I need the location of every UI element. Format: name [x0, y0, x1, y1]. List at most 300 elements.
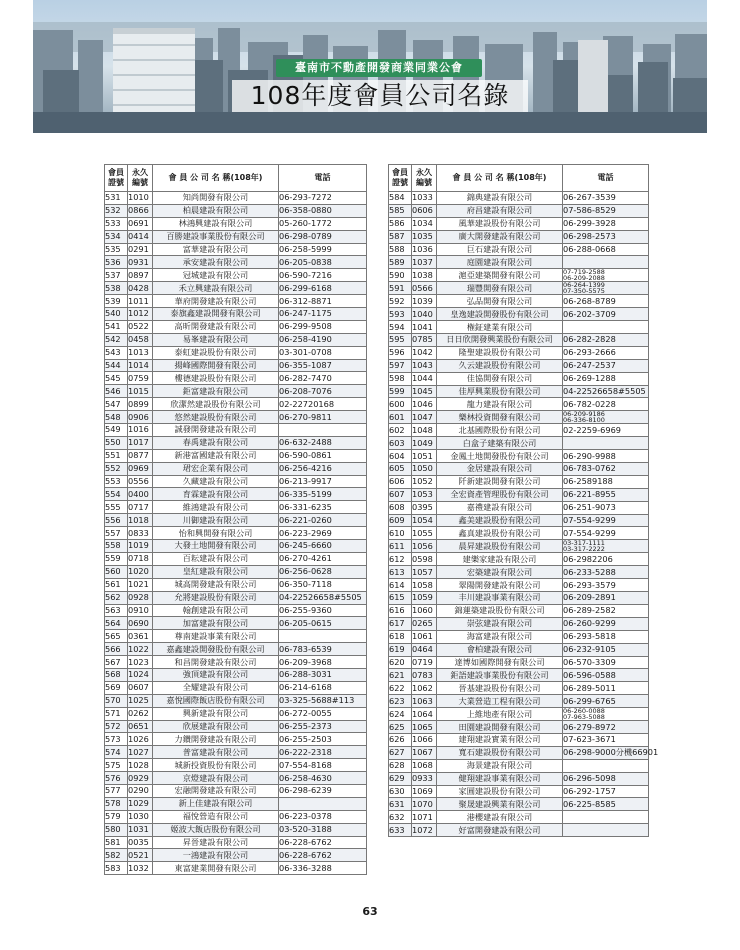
permanent-no-cell: 1048 [412, 424, 437, 437]
member-no-cell: 531 [105, 192, 128, 205]
permanent-no-cell: 0566 [412, 282, 437, 295]
table-row [105, 204, 367, 217]
member-no-cell: 543 [105, 346, 128, 359]
company-name-cell: 允將建設股份有限公司 [153, 591, 279, 604]
company-name-cell: 聚晟建設興業有限公司 [437, 798, 563, 811]
table-row [389, 411, 649, 424]
table-row [105, 746, 367, 759]
company-name-cell: 泰旗鑫建設開發有限公司 [153, 308, 279, 321]
permanent-no-cell: 0291 [128, 243, 153, 256]
permanent-no-cell: 0899 [128, 398, 153, 411]
permanent-no-cell: 1066 [412, 733, 437, 746]
company-name-cell: 尊南建設事業有限公司 [153, 630, 279, 643]
phone-cell: 06-358-0880 [279, 204, 367, 217]
table-row [389, 772, 649, 785]
member-no-cell: 625 [389, 721, 412, 734]
phone-cell: 02-2259-6969 [563, 424, 649, 437]
permanent-no-cell: 1046 [412, 398, 437, 411]
member-no-cell: 533 [105, 217, 128, 230]
table-row [105, 720, 367, 733]
table-row [105, 681, 367, 694]
table-row [105, 488, 367, 501]
company-name-cell: 隆聖建設股份有限公司 [437, 346, 563, 359]
permanent-no-cell: 1035 [412, 230, 437, 243]
member-no-cell: 611 [389, 540, 412, 553]
phone-cell: 04-22526658#5505 [563, 385, 649, 398]
phone-cell: 03-317-1111 03-317-2222 [563, 540, 649, 553]
company-name-cell: 會柏建設有限公司 [437, 643, 563, 656]
phone-cell: 06-288-0668 [563, 243, 649, 256]
phone-cell: 06-255-9360 [279, 604, 367, 617]
table-row [105, 230, 367, 243]
permanent-no-cell: 1047 [412, 411, 437, 424]
permanent-no-cell: 0414 [128, 230, 153, 243]
phone-cell: 06-267-3539 [563, 192, 649, 205]
member-no-cell: 562 [105, 591, 128, 604]
permanent-no-cell: 0717 [128, 501, 153, 514]
company-name-cell: 東富建業開發有限公司 [153, 862, 279, 875]
permanent-no-cell: 1018 [128, 514, 153, 527]
member-no-cell: 564 [105, 617, 128, 630]
member-no-cell: 608 [389, 501, 412, 514]
phone-cell: 06-222-2318 [279, 746, 367, 759]
company-name-cell: 佳厚興業股份有限公司 [437, 385, 563, 398]
member-no-cell: 597 [389, 359, 412, 372]
member-no-cell: 622 [389, 682, 412, 695]
phone-cell [563, 824, 649, 837]
member-no-cell: 566 [105, 643, 128, 656]
phone-cell [279, 630, 367, 643]
member-no-cell: 553 [105, 475, 128, 488]
company-name-cell: 海富建設有限公司 [437, 630, 563, 643]
permanent-no-cell: 0719 [412, 656, 437, 669]
phone-cell: 06-209-3968 [279, 656, 367, 669]
permanent-no-cell: 0866 [128, 204, 153, 217]
table-row [105, 656, 367, 669]
member-no-cell: 537 [105, 269, 128, 282]
table-row [389, 708, 649, 721]
company-name-cell: 強頂建設有限公司 [153, 668, 279, 681]
company-name-cell: 翠陽開發建設有限公司 [437, 579, 563, 592]
company-name-cell: 川御建設有限公司 [153, 514, 279, 527]
phone-cell: 06-782-0228 [563, 398, 649, 411]
table-row [105, 578, 367, 591]
phone-cell: 06-247-1175 [279, 308, 367, 321]
company-name-cell: 樓德建設股份有限公司 [153, 372, 279, 385]
company-name-cell: 承安建設有限公司 [153, 256, 279, 269]
table-row [105, 707, 367, 720]
header-member-no: 會員 證號 [389, 165, 412, 192]
member-no-cell: 577 [105, 784, 128, 797]
phone-cell: 06-292-1757 [563, 785, 649, 798]
permanent-no-cell: 1013 [128, 346, 153, 359]
company-name-cell: 皇逸建設開發股份有限公司 [437, 308, 563, 321]
permanent-no-cell: 0783 [412, 669, 437, 682]
member-no-cell: 567 [105, 656, 128, 669]
company-name-cell: 寬石建設股份有限公司 [437, 746, 563, 759]
phone-cell: 06-264-1399 07-350-5575 [563, 282, 649, 295]
permanent-no-cell: 1058 [412, 579, 437, 592]
member-no-cell: 546 [105, 385, 128, 398]
header-company-name: 會 員 公 司 名 稱(108年) [437, 165, 563, 192]
company-name-cell: 鉅富建設有限公司 [153, 385, 279, 398]
member-no-cell: 621 [389, 669, 412, 682]
company-name-cell: 久云建設股份有限公司 [437, 359, 563, 372]
member-no-cell: 549 [105, 424, 128, 437]
member-no-cell: 599 [389, 385, 412, 398]
member-no-cell: 583 [105, 862, 128, 875]
company-name-cell: 阡新建設開發有限公司 [437, 475, 563, 488]
table-row [389, 566, 649, 579]
member-no-cell: 534 [105, 230, 128, 243]
table-row [389, 746, 649, 759]
table-row [389, 630, 649, 643]
phone-cell: 02-22720168 [279, 398, 367, 411]
table-row [389, 553, 649, 566]
phone-cell: 06-213-9917 [279, 475, 367, 488]
table-row [105, 295, 367, 308]
phone-cell: 06-209-2891 [563, 592, 649, 605]
member-no-cell: 551 [105, 449, 128, 462]
permanent-no-cell: 0833 [128, 527, 153, 540]
company-name-cell: 府昌建設有限公司 [437, 204, 563, 217]
permanent-no-cell: 1071 [412, 811, 437, 824]
table-row [105, 810, 367, 823]
company-name-cell: 泰虹建設股份有限公司 [153, 346, 279, 359]
phone-cell: 07-623-3671 [563, 733, 649, 746]
table-row [389, 424, 649, 437]
member-no-cell: 615 [389, 592, 412, 605]
permanent-no-cell: 1056 [412, 540, 437, 553]
phone-cell [563, 321, 649, 334]
permanent-no-cell: 0759 [128, 372, 153, 385]
member-no-cell: 589 [389, 256, 412, 269]
permanent-no-cell: 0521 [128, 849, 153, 862]
company-name-cell: 城高開發建設有限公司 [153, 578, 279, 591]
permanent-no-cell: 1015 [128, 385, 153, 398]
table-row [389, 733, 649, 746]
phone-cell: 06-350-7118 [279, 578, 367, 591]
phone-cell: 06-255-2373 [279, 720, 367, 733]
table-row [105, 862, 367, 875]
phone-cell: 06-783-6539 [279, 643, 367, 656]
permanent-no-cell: 0910 [128, 604, 153, 617]
member-no-cell: 572 [105, 720, 128, 733]
member-no-cell: 568 [105, 668, 128, 681]
member-no-cell: 604 [389, 450, 412, 463]
permanent-no-cell: 1039 [412, 295, 437, 308]
company-name-cell: 嘉禮建設有限公司 [437, 501, 563, 514]
phone-cell: 06-335-5199 [279, 488, 367, 501]
company-name-cell: 鑫美建設股份有限公司 [437, 514, 563, 527]
permanent-no-cell: 0928 [128, 591, 153, 604]
member-no-cell: 598 [389, 372, 412, 385]
permanent-no-cell: 0464 [412, 643, 437, 656]
table-row [389, 385, 649, 398]
member-no-cell: 631 [389, 798, 412, 811]
phone-cell: 06-255-2503 [279, 733, 367, 746]
phone-cell: 06-289-5011 [563, 682, 649, 695]
member-no-cell: 563 [105, 604, 128, 617]
member-no-cell: 605 [389, 463, 412, 476]
table-row [389, 359, 649, 372]
table-row [105, 359, 367, 372]
table-row [105, 797, 367, 810]
phone-cell [563, 256, 649, 269]
company-name-cell: 樂林投資開發有限公司 [437, 411, 563, 424]
company-name-cell: 育霖建設有限公司 [153, 488, 279, 501]
phone-cell: 06-256-0628 [279, 565, 367, 578]
phone-cell: 06-245-6660 [279, 540, 367, 553]
member-no-cell: 579 [105, 810, 128, 823]
table-row [389, 282, 649, 295]
table-row [105, 398, 367, 411]
member-no-cell: 619 [389, 643, 412, 656]
table-row [389, 527, 649, 540]
member-no-cell: 590 [389, 269, 412, 282]
company-name-cell: 金居建設有限公司 [437, 463, 563, 476]
table-row [105, 462, 367, 475]
company-name-cell: 柏晨建設有限公司 [153, 204, 279, 217]
member-no-cell: 588 [389, 243, 412, 256]
permanent-no-cell: 1041 [412, 321, 437, 334]
table-row [105, 385, 367, 398]
member-no-cell: 545 [105, 372, 128, 385]
company-name-cell: 建樂家建設有限公司 [437, 553, 563, 566]
table-row [389, 540, 649, 553]
phone-cell: 06-233-5288 [563, 566, 649, 579]
table-row [105, 759, 367, 772]
permanent-no-cell: 1043 [412, 359, 437, 372]
phone-cell: 06-272-0055 [279, 707, 367, 720]
phone-cell: 06-269-1288 [563, 372, 649, 385]
member-no-cell: 601 [389, 411, 412, 424]
phone-cell: 05-260-1772 [279, 217, 367, 230]
member-no-cell: 547 [105, 398, 128, 411]
company-name-cell: 翰創建設有限公司 [153, 604, 279, 617]
company-name-cell: 宏融開發建設有限公司 [153, 784, 279, 797]
company-name-cell: 知尚開發有限公司 [153, 192, 279, 205]
phone-cell: 06-298-6239 [279, 784, 367, 797]
member-no-cell: 556 [105, 514, 128, 527]
member-no-cell: 603 [389, 437, 412, 450]
permanent-no-cell: 0929 [128, 772, 153, 785]
table-row [105, 784, 367, 797]
company-name-cell: 金鳳土地開發股份有限公司 [437, 450, 563, 463]
permanent-no-cell: 1063 [412, 695, 437, 708]
member-no-cell: 584 [389, 192, 412, 205]
permanent-no-cell: 0897 [128, 269, 153, 282]
table-row [389, 295, 649, 308]
permanent-no-cell: 1012 [128, 308, 153, 321]
table-row [105, 282, 367, 295]
table-row [105, 565, 367, 578]
permanent-no-cell: 1030 [128, 810, 153, 823]
table-row [105, 604, 367, 617]
table-row [105, 436, 367, 449]
table-row [105, 372, 367, 385]
company-name-cell: 大業營造工程有限公司 [437, 695, 563, 708]
phone-cell: 06-279-8972 [563, 721, 649, 734]
permanent-no-cell: 1034 [412, 217, 437, 230]
permanent-no-cell: 1044 [412, 372, 437, 385]
city-skyline-banner [33, 0, 707, 133]
phone-cell: 06-299-6168 [279, 282, 367, 295]
permanent-no-cell: 1051 [412, 450, 437, 463]
company-name-cell: 港櫻建設有限公司 [437, 811, 563, 824]
member-no-cell: 632 [389, 811, 412, 824]
phone-cell: 06-293-3579 [563, 579, 649, 592]
phone-cell: 07-719-2588 06-209-2088 [563, 269, 649, 282]
company-name-cell: 鉅語建設事業股份有限公司 [437, 669, 563, 682]
member-no-cell: 540 [105, 308, 128, 321]
page-number: 63 [362, 905, 378, 918]
permanent-no-cell: 1064 [412, 708, 437, 721]
phone-cell: 04-22526658#5505 [279, 591, 367, 604]
phone-cell: 06-590-0861 [279, 449, 367, 462]
phone-cell [563, 437, 649, 450]
company-name-cell: 白盒子建築有限公司 [437, 437, 563, 450]
company-name-cell: 庭園建設有限公司 [437, 256, 563, 269]
company-name-cell: 崇弦建設有限公司 [437, 617, 563, 630]
permanent-no-cell: 1067 [412, 746, 437, 759]
company-name-cell: 嘉悅國際飯店股份有限公司 [153, 694, 279, 707]
table-row [105, 591, 367, 604]
company-name-cell: 欣潔然建設股份有限公司 [153, 398, 279, 411]
company-name-cell: 龍力建設有限公司 [437, 398, 563, 411]
company-name-cell: 昇晉建設有限公司 [153, 836, 279, 849]
member-no-cell: 606 [389, 475, 412, 488]
phone-cell: 06-312-8871 [279, 295, 367, 308]
permanent-no-cell: 0931 [128, 256, 153, 269]
table-row [105, 836, 367, 849]
table-row [389, 475, 649, 488]
permanent-no-cell: 1019 [128, 540, 153, 553]
page-title: 108年度會員公司名錄 [232, 80, 528, 112]
table-row [105, 243, 367, 256]
permanent-no-cell: 1021 [128, 578, 153, 591]
member-no-cell: 600 [389, 398, 412, 411]
company-name-cell: 禾立興建設有限公司 [153, 282, 279, 295]
member-no-cell: 557 [105, 527, 128, 540]
phone-cell: 06-247-2537 [563, 359, 649, 372]
company-name-cell: 鑫真建設股份有限公司 [437, 527, 563, 540]
company-name-cell: 権鉦建業有限公司 [437, 321, 563, 334]
member-no-cell: 610 [389, 527, 412, 540]
phone-cell: 06-228-6762 [279, 836, 367, 849]
member-no-cell: 592 [389, 295, 412, 308]
member-no-cell: 586 [389, 217, 412, 230]
phone-cell: 07-554-9299 [563, 527, 649, 540]
table-row [105, 449, 367, 462]
phone-cell: 07-554-8168 [279, 759, 367, 772]
phone-cell: 06-208-7076 [279, 385, 367, 398]
company-name-cell: 林鴻興建設有限公司 [153, 217, 279, 230]
permanent-no-cell: 1045 [412, 385, 437, 398]
company-name-cell: 春禹建設有限公司 [153, 436, 279, 449]
company-name-cell: 京燈建設有限公司 [153, 772, 279, 785]
company-name-cell: 宏築建設有限公司 [437, 566, 563, 579]
company-name-cell: 高昕開發建設有限公司 [153, 320, 279, 333]
phone-cell: 06-256-4216 [279, 462, 367, 475]
member-no-cell: 626 [389, 733, 412, 746]
table-row [105, 823, 367, 836]
permanent-no-cell: 1052 [412, 475, 437, 488]
table-row [389, 321, 649, 334]
phone-cell: 06-293-7272 [279, 192, 367, 205]
table-row [105, 217, 367, 230]
permanent-no-cell: 0361 [128, 630, 153, 643]
phone-cell: 06-290-9988 [563, 450, 649, 463]
table-row [105, 411, 367, 424]
permanent-no-cell: 0395 [412, 501, 437, 514]
permanent-no-cell: 1010 [128, 192, 153, 205]
member-no-cell: 624 [389, 708, 412, 721]
member-no-cell: 585 [389, 204, 412, 217]
phone-cell: 06-282-7470 [279, 372, 367, 385]
member-no-cell: 544 [105, 359, 128, 372]
company-name-cell: 悠然建設股份有限公司 [153, 411, 279, 424]
header-permanent-no: 永久 編號 [412, 165, 437, 192]
phone-cell: 06-288-3031 [279, 668, 367, 681]
member-no-cell: 623 [389, 695, 412, 708]
member-no-cell: 620 [389, 656, 412, 669]
permanent-no-cell: 1068 [412, 759, 437, 772]
permanent-no-cell: 0556 [128, 475, 153, 488]
phone-cell: 06-260-9299 [563, 617, 649, 630]
member-no-cell: 565 [105, 630, 128, 643]
table-row [389, 488, 649, 501]
table-row [389, 463, 649, 476]
company-name-cell: 滬亞建築開發有限公司 [437, 269, 563, 282]
phone-cell: 06-258-4190 [279, 333, 367, 346]
phone-cell: 06-331-6235 [279, 501, 367, 514]
permanent-no-cell: 1016 [128, 424, 153, 437]
member-no-cell: 629 [389, 772, 412, 785]
permanent-no-cell: 1070 [412, 798, 437, 811]
company-name-cell: 嘉鑫建設開發股份有限公司 [153, 643, 279, 656]
company-name-cell: 和昌開發建設有限公司 [153, 656, 279, 669]
company-name-cell: 上維地產有限公司 [437, 708, 563, 721]
table-row [389, 824, 649, 837]
phone-cell: 06-336-3288 [279, 862, 367, 875]
phone-cell: 06-298-9000分機66901 [563, 747, 659, 758]
table-row [389, 398, 649, 411]
company-name-cell: 建翔建設實業有限公司 [437, 733, 563, 746]
permanent-no-cell: 0607 [128, 681, 153, 694]
table-row [389, 243, 649, 256]
table-row [105, 424, 367, 437]
member-no-cell: 602 [389, 424, 412, 437]
phone-cell: 06-268-8789 [563, 295, 649, 308]
company-name-cell: 冠城建設有限公司 [153, 269, 279, 282]
permanent-no-cell: 0606 [412, 204, 437, 217]
company-name-cell: 城新投資股份有限公司 [153, 759, 279, 772]
permanent-no-cell: 1033 [412, 192, 437, 205]
permanent-no-cell: 0691 [128, 217, 153, 230]
table-row [105, 694, 367, 707]
table-row [389, 669, 649, 682]
table-row [105, 346, 367, 359]
member-no-cell: 532 [105, 204, 128, 217]
table-row [105, 617, 367, 630]
company-name-cell: 誠發開發建設有限公司 [153, 424, 279, 437]
member-no-cell: 536 [105, 256, 128, 269]
member-no-cell: 574 [105, 746, 128, 759]
company-name-cell: 好富開發建設有限公司 [437, 824, 563, 837]
table-row [389, 695, 649, 708]
permanent-no-cell: 1025 [128, 694, 153, 707]
